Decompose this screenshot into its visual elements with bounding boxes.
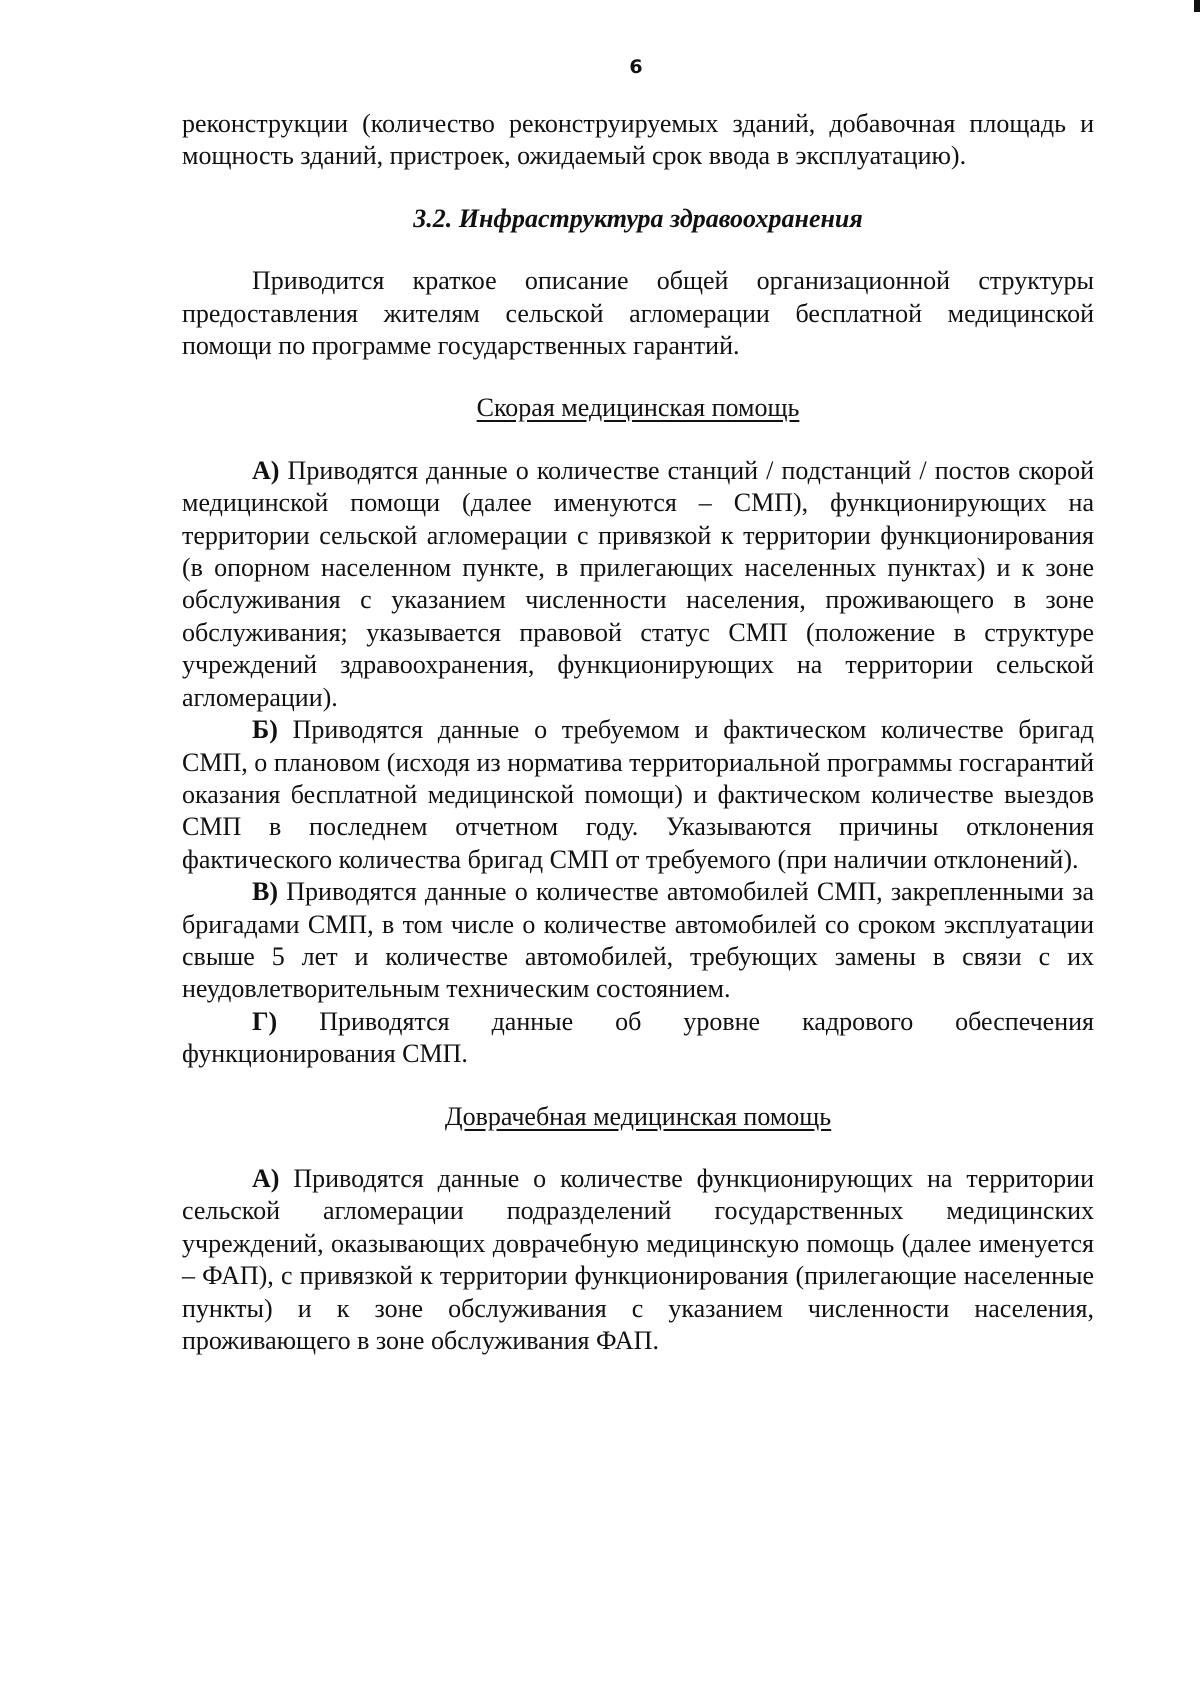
emergency-item-g xyxy=(182,1006,1094,1071)
item-text: Приводятся данные о требуемом и фактическом количестве бригад СМП, о плановом (исходя из норматива территориальной программы госгарантий оказания бесплатной медицинской помощи) и фактическом количестве выездов СМП в последнем отчетном году. Указываются причины отклонения фактического количества бригад СМП от требуемого (при наличии отклонений). xyxy=(182,715,1095,874)
item-label: В) xyxy=(252,877,278,907)
item-text: Приводятся данные о количестве автомобилей СМП, закрепленными за бригадами СМП, в том числе о количестве автомобилей со сроком эксплуатации свыше 5 лет и количестве автомобилей, требующих замены в связи с их неудовлетворительным техническим состоянием. xyxy=(182,877,1094,1004)
page-number: 6 xyxy=(629,56,643,78)
item-label: Г) xyxy=(252,1006,278,1036)
emergency-care-heading: Скорая медицинская помощь xyxy=(476,393,800,423)
scan-edge-mark xyxy=(1194,0,1200,12)
prehospital-care-heading: Доврачебная медицинская помощь xyxy=(444,1101,832,1131)
item-text: Приводятся данные о количестве станций / подстанций / постов скорой медицинской помощи (далее именуются – СМП), функционирующих на территории сельской агломерации с привязкой к территории функционирования (в опорном населенном пункте, в прилегающих населенных пунктах) и к зоне обслуживания с указанием численности населения, проживающего в зоне обслуживания; указывается правовой статус СМП (положение в структуре учреждений здравоохранения, функционирующих на территории сельской агломерации). xyxy=(182,455,1094,712)
emergency-item-a xyxy=(182,455,1094,714)
page-content xyxy=(182,108,1094,1357)
item-text: Приводятся данные о количестве функционирующих на территории сельской агломерации подразделений государственных медицинских учреждений, оказывающих доврачебную медицинскую помощь (далее именуется – ФАП), с привязкой к территории функционирования (прилегающие населенные пункты) и к зоне обслуживания с указанием численности населения, проживающего в зоне обслуживания ФАП. xyxy=(182,1163,1095,1355)
intro-paragraph: реконструкции (количество реконструируемых зданий, добавочная площадь и мощность зданий, пристроек, ожидаемый срок ввода в эксплуатацию). xyxy=(182,109,1094,171)
section-heading: 3.2. Инфраструктура здравоохранения xyxy=(413,203,863,233)
item-label: А) xyxy=(252,1163,280,1193)
emergency-item-v xyxy=(182,876,1094,1006)
emergency-item-b xyxy=(182,714,1094,876)
section-intro-paragraph: Приводится краткое описание общей организационной структуры предоставления жителям сельской агломерации бесплатной медицинской помощи по программе государственных гарантий. xyxy=(182,266,1094,361)
prehospital-item-a xyxy=(182,1163,1094,1357)
item-label: Б) xyxy=(252,715,278,745)
item-label: А) xyxy=(252,455,280,485)
item-text: Приводятся данные об уровне кадрового обеспечения функционирования СМП. xyxy=(182,1006,1094,1069)
